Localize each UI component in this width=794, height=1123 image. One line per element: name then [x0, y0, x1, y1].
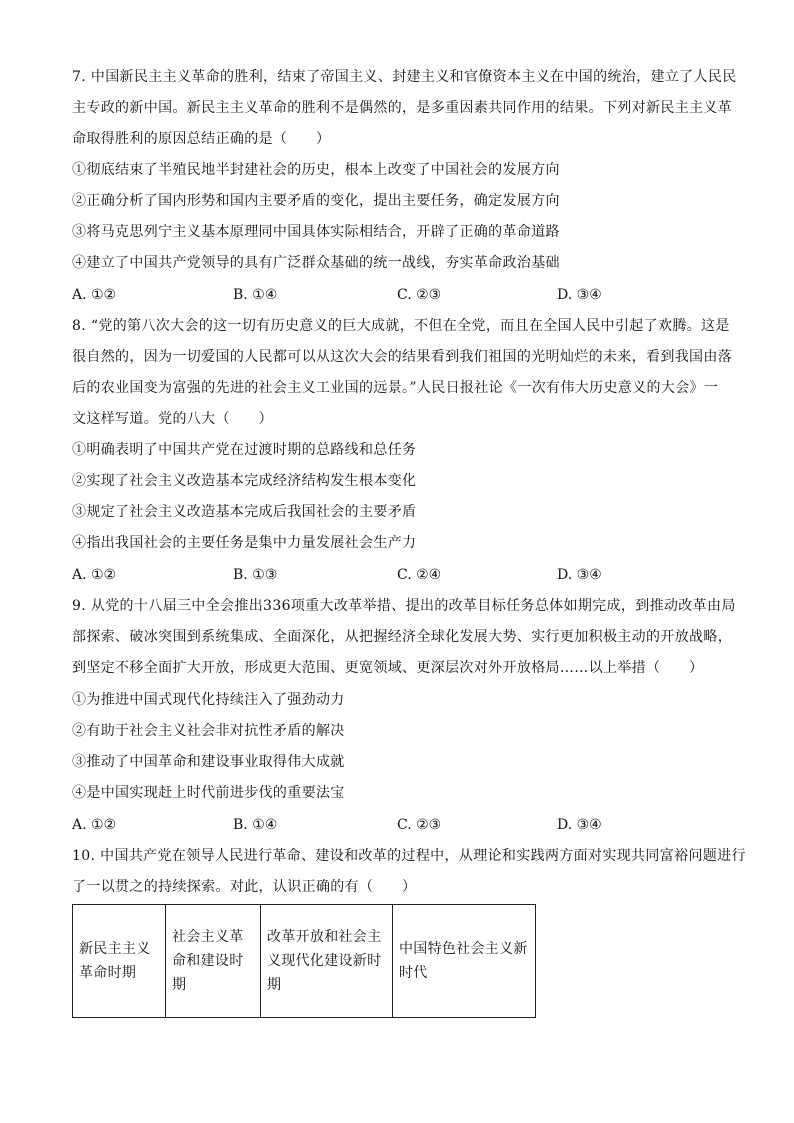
table-cell-socialist-revolution-construction: 社会主义革命和建设时期	[166, 905, 261, 1018]
q8-stem-line-3: 后的农业国变为富强的先进的社会主义工业国的远景。”人民日报社论《一次有伟大历史意义的大会》一	[72, 380, 719, 396]
q10-stem-line-2: 了一以贯之的持续探索。对此，认识正确的有（ ）	[72, 879, 417, 895]
table-cell-new-era: 中国特色社会主义新时代	[393, 905, 536, 1018]
q7-item-4: ④建立了中国共产党领导的具有广泛群众基础的统一战线，夯实革命政治基础	[72, 255, 560, 271]
table-cell-new-democratic-revolution: 新民主主义革命时期	[73, 905, 166, 1018]
q9-stem-line-1: 9. 从党的十八届三中全会推出336项重大改革举措、提出的改革目标任务总体如期完成，到推动改革由局	[72, 598, 736, 614]
q8-option-c[interactable]: C. ②④	[397, 567, 442, 583]
q7-item-2: ②正确分析了国内形势和国内主要矛盾的变化，提出主要任务，确定发展方向	[72, 193, 560, 209]
q7-item-3: ③将马克思列宁主义基本原理同中国具体实际相结合，开辟了正确的革命道路	[72, 224, 560, 240]
q9-option-c[interactable]: C. ②③	[397, 817, 442, 833]
q7-item-1: ①彻底结束了半殖民地半封建社会的历史，根本上改变了中国社会的发展方向	[72, 162, 560, 178]
q9-option-b[interactable]: B. ①④	[233, 817, 278, 833]
q7-option-b[interactable]: B. ①④	[233, 287, 278, 303]
q8-item-2: ②实现了社会主义改造基本完成经济结构发生根本变化	[72, 473, 417, 489]
q7-stem-line-1: 7. 中国新民主主义革命的胜利，结束了帝国主义、封建主义和官僚资本主义在中国的统治，建立了人民民	[72, 69, 737, 85]
q8-option-b[interactable]: B. ①③	[233, 567, 278, 583]
q9-stem-line-3: 到坚定不移全面扩大开放，形成更大范围、更宽领域、更深层次对外开放格局……以上举措（ ）	[72, 660, 704, 676]
q9-item-3: ③推动了中国革命和建设事业取得伟大成就	[72, 754, 345, 770]
q8-stem-line-1: 8. “党的第八次大会的这一切有历史意义的巨大成就，不但在全党，而且在全国人民中引起了欢腾。这是	[72, 318, 730, 334]
table-cell-reform-opening: 改革开放和社会主义现代化建设新时期	[261, 905, 393, 1018]
q8-item-4: ④指出我国社会的主要任务是集中力量发展社会生产力	[72, 535, 417, 551]
q10-stem-line-1: 10. 中国共产党在领导人民进行革命、建设和改革的过程中，从理论和实践两方面对实现共同富裕问题进行	[72, 848, 746, 864]
q7-stem-line-3: 命取得胜利的原因总结正确的是（ ）	[72, 131, 331, 147]
q8-item-3: ③规定了社会主义改造基本完成后我国社会的主要矛盾	[72, 504, 417, 520]
q8-stem-line-2: 很自然的，因为一切爱国的人民都可以从这次大会的结果看到我们祖国的光明灿烂的未来，看到我国由落	[72, 349, 733, 365]
table-row	[73, 905, 536, 1018]
q9-item-4: ④是中国实现赶上时代前进步伐的重要法宝	[72, 785, 345, 801]
q7-option-a[interactable]: A. ①②	[72, 287, 117, 303]
q9-option-a[interactable]: A. ①②	[72, 817, 117, 833]
q8-option-d[interactable]: D. ③④	[557, 567, 602, 583]
q7-option-d[interactable]: D. ③④	[557, 287, 602, 303]
q8-item-1: ①明确表明了中国共产党在过渡时期的总路线和总任务	[72, 442, 417, 458]
q8-stem-line-4: 文这样写道。党的八大（ ）	[72, 411, 273, 427]
q8-option-a[interactable]: A. ①②	[72, 567, 117, 583]
q9-stem-line-2: 部探索、破冰突围到系统集成、全面深化，从把握经济全球化发展大势、实行更加积极主动的开放战略，	[72, 629, 733, 645]
q7-option-c[interactable]: C. ②③	[397, 287, 442, 303]
periods-table	[72, 904, 536, 1018]
q7-stem-line-2: 主专政的新中国。新民主主义革命的胜利不是偶然的，是多重因素共同作用的结果。下列对新民主主义革	[72, 100, 733, 116]
q9-item-2: ②有助于社会主义社会非对抗性矛盾的解决	[72, 723, 345, 739]
q9-option-d[interactable]: D. ③④	[557, 817, 602, 833]
q9-item-1: ①为推进中国式现代化持续注入了强劲动力	[72, 692, 345, 708]
